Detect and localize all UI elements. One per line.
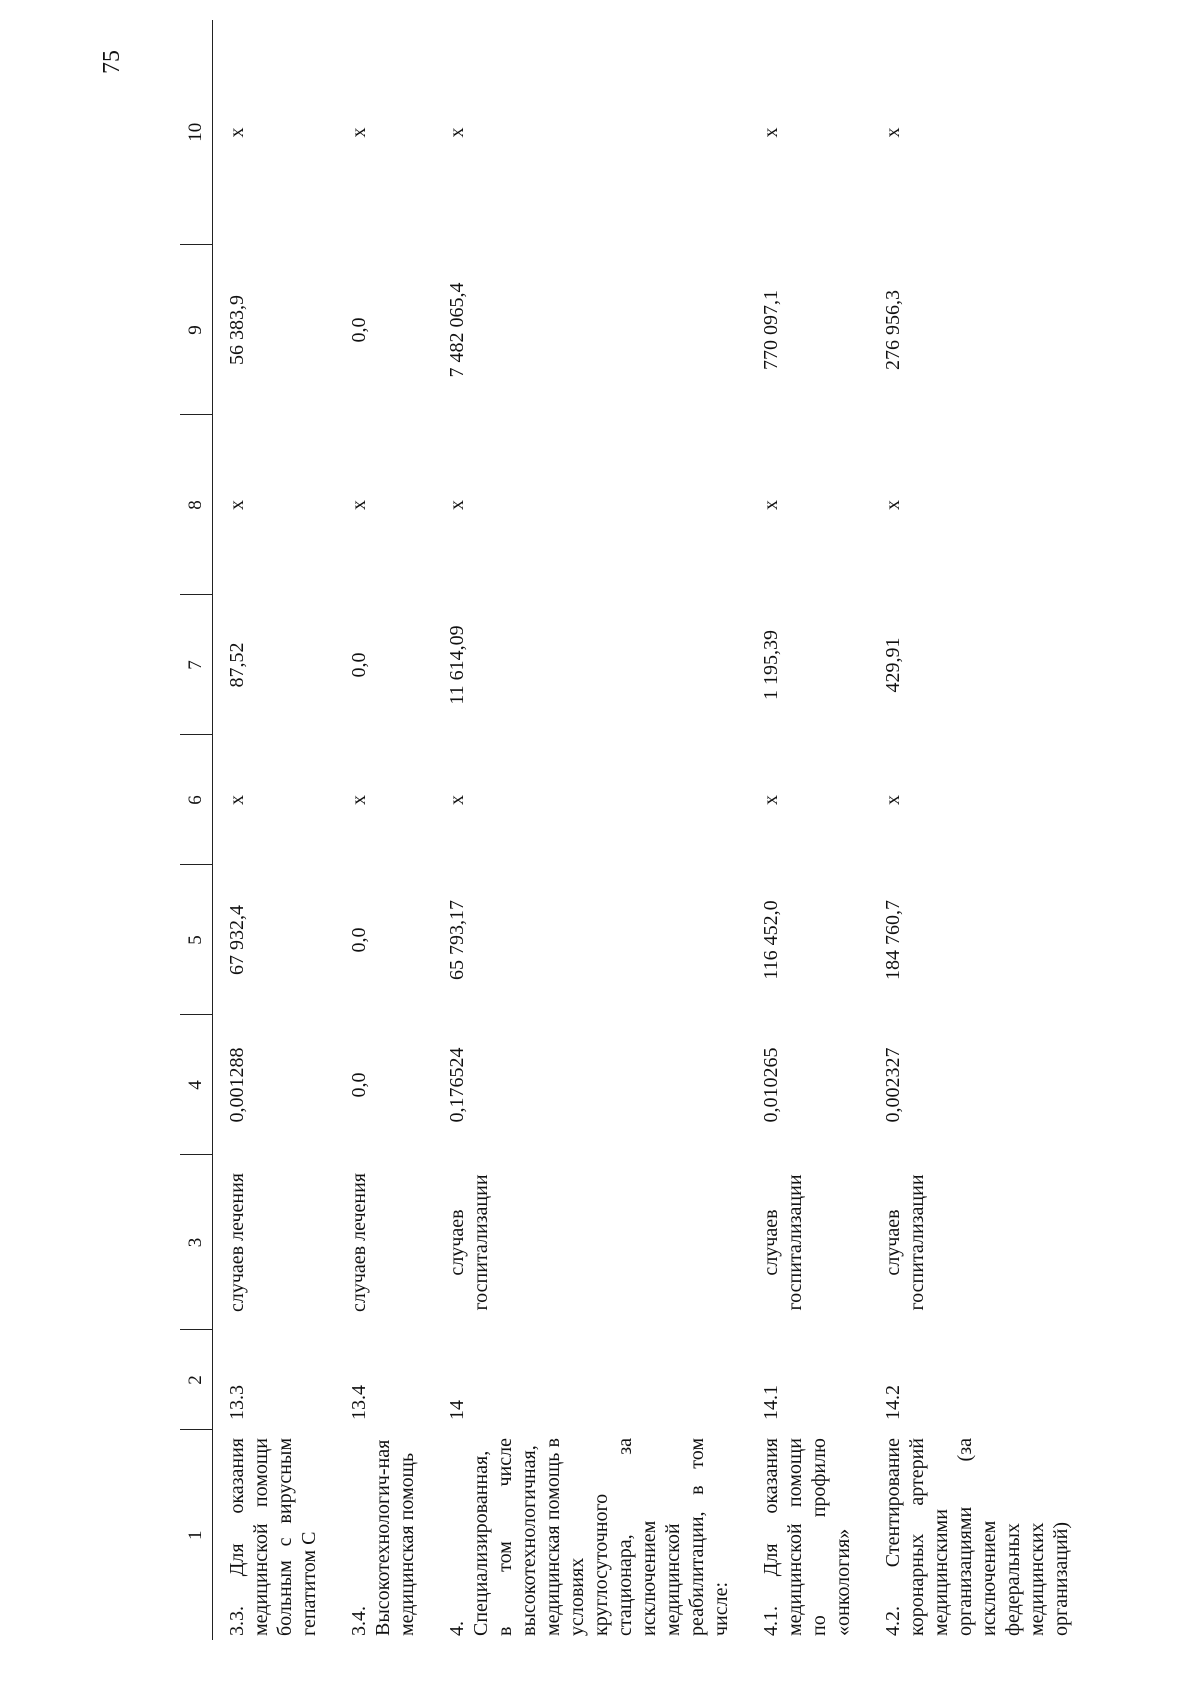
table-row: [747, 20, 869, 1640]
cell-col4: 0,002327: [882, 1047, 904, 1123]
cell-col5: 65 793,17: [446, 900, 468, 980]
cell-col7: 0,0: [348, 652, 370, 678]
cell-col4: 0,001288: [226, 1047, 248, 1123]
table-row: [213, 20, 336, 1640]
cell-col7: 11 614,09: [446, 625, 468, 705]
column-header: 5: [180, 865, 213, 1015]
page-number: 75: [99, 50, 125, 74]
cell-col9: 0,0: [348, 317, 370, 343]
cell-col10: x: [882, 127, 904, 138]
row-code: 14.2: [882, 1385, 904, 1420]
cell-col10: x: [760, 127, 782, 138]
cell-col4: 0,0: [348, 1072, 370, 1098]
row-unit: случаев лечения: [348, 1173, 370, 1313]
cell-col6: x: [760, 795, 782, 805]
row-code: 14.1: [760, 1385, 782, 1420]
cell-col8: x: [882, 500, 904, 510]
column-header: 8: [180, 415, 213, 595]
column-header: 4: [180, 1015, 213, 1155]
cell-col5: 0,0: [348, 927, 370, 953]
cell-col4: 0,010265: [760, 1047, 782, 1123]
column-header: 9: [180, 245, 213, 415]
column-header: 1: [180, 1430, 213, 1640]
row-unit: случаев госпитализации: [760, 1174, 806, 1311]
table-row: [433, 20, 747, 1640]
column-header: 10: [180, 20, 213, 245]
row-code: 14: [446, 1400, 468, 1420]
row-unit: случаев госпитализации: [882, 1174, 928, 1311]
cell-col7: 429,91: [882, 637, 904, 693]
cell-col6: x: [348, 795, 370, 805]
row-code: 13.4: [348, 1385, 370, 1420]
column-header: 7: [180, 595, 213, 735]
row-unit: случаев лечения: [226, 1173, 248, 1313]
cell-col5: 67 932,4: [226, 905, 248, 975]
header-row: [180, 20, 213, 1640]
column-header: 6: [180, 735, 213, 865]
cell-col5: 184 760,7: [882, 900, 904, 980]
row-unit: случаев госпитализации: [446, 1174, 492, 1311]
cell-col8: x: [446, 500, 468, 510]
cell-col8: x: [348, 500, 370, 510]
cell-col6: x: [226, 795, 248, 805]
cell-col5: 116 452,0: [760, 900, 782, 980]
table-row: [869, 20, 1087, 1640]
row-name: 3.3. Для оказания медицинской помощи больным с вирусным гепатитом С: [226, 1438, 320, 1636]
cell-col4: 0,176524: [446, 1047, 468, 1123]
cell-col10: x: [226, 127, 248, 138]
cell-col10: x: [446, 127, 468, 138]
column-header: 3: [180, 1155, 213, 1330]
cell-col6: x: [446, 795, 468, 805]
cell-col8: x: [226, 500, 248, 510]
cell-col7: 1 195,39: [760, 630, 782, 700]
cell-col9: 770 097,1: [760, 290, 782, 370]
cell-col9: 7 482 065,4: [446, 282, 468, 378]
cell-col7: 87,52: [226, 642, 248, 688]
table-row: [335, 20, 433, 1640]
row-name: 3.4. Высокотехнологич-ная медицинская помощь: [348, 1439, 418, 1636]
row-code: 13.3: [226, 1385, 248, 1420]
row-name: 4. Специализированная, в том числе высокотехнологичная, медицинская помощь в условиях круглосуточного стационара, за исключением медицинской реабилитации, в том числе:: [446, 1438, 732, 1636]
cell-col10: x: [348, 127, 370, 138]
data-table: [180, 20, 1087, 1640]
cell-col6: x: [882, 795, 904, 805]
column-header: 2: [180, 1330, 213, 1430]
cell-col9: 276 956,3: [882, 290, 904, 370]
row-name: 4.1. Для оказания медицинской помощи по профилю «онкология»: [760, 1438, 854, 1636]
cell-col8: x: [760, 500, 782, 510]
rotated-table-container: [180, 20, 1072, 1640]
row-name: 4.2. Стентирование коронарных артерий медицинскими организациями (за исключением федеральных медицинских организаций): [882, 1438, 1072, 1636]
cell-col9: 56 383,9: [226, 295, 248, 365]
